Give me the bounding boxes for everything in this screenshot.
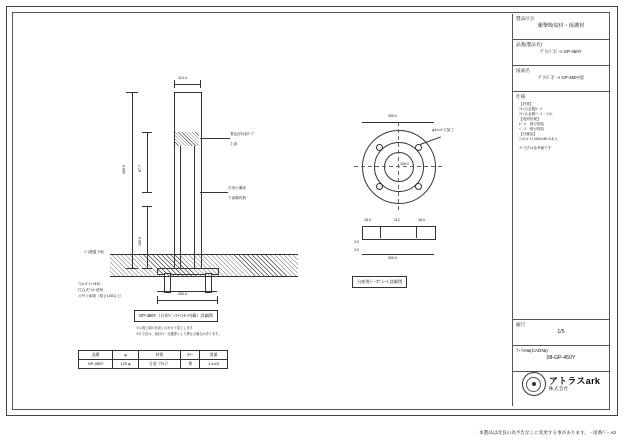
plan-outer-dimension: 300.0	[388, 114, 397, 118]
section-bottom-dim-line	[362, 254, 434, 255]
spec-line-1: ｱﾙﾐ合金製ﾎﾟｰﾙ	[519, 107, 543, 111]
tb-label-partno: 品番(製品名)	[516, 42, 543, 47]
height-dim-line-2	[147, 132, 148, 192]
section-dim-top-2: 112	[394, 218, 400, 222]
height-dimension-1: 87.7	[138, 165, 142, 172]
spec-line-5: ﾍﾞｰｽ：焼付塗装	[519, 127, 545, 131]
top-dim-tick-r	[200, 80, 201, 88]
section-dim-top-3: 18.0	[418, 218, 425, 222]
company-name: アトラスark	[548, 375, 601, 386]
section-bottom-dimension: 300.0	[388, 256, 397, 260]
tb-value-drawingname: ｸﾞﾗﾝﾄﾞﾎﾟｰﾙ GP-450Y図	[538, 75, 584, 80]
spec-header-4: 質量	[200, 351, 228, 360]
height-dim3-tick-bot	[142, 268, 152, 269]
tb-row-partno	[513, 40, 609, 66]
spec-cell-0-1: 120 φ	[113, 360, 139, 369]
section-dim-top-1: 18.0	[364, 218, 371, 222]
spec-cell-0-2: 合金（ｱﾙﾐ）	[138, 360, 180, 369]
tb-row-spec	[513, 92, 609, 320]
label-ground-base: ｺﾞﾑ製蓋下地	[84, 250, 104, 254]
title-block	[512, 14, 609, 406]
post-body	[174, 92, 202, 270]
bolt-hole-tr	[415, 144, 422, 151]
tb-value-partno: ｸﾞﾗﾝﾄﾞﾎﾟｰﾙ GP-450Y	[540, 49, 582, 54]
plan-inner-dimension: 150.0	[400, 162, 409, 166]
top-dim-tick-l	[174, 80, 175, 88]
ground-line	[110, 254, 298, 255]
company-logo-block	[513, 362, 609, 406]
elevation-note-2: ※2.寸法は、組付け・仕様等により異なる場合があります。	[136, 332, 222, 336]
elevation-note-1: ※1.施工面の状況に合わせて加工します	[136, 326, 193, 330]
tb-label-drawingname: 図面名	[516, 68, 530, 73]
section-div-2	[416, 226, 417, 238]
reflective-tape-band	[175, 132, 199, 146]
section-plate	[362, 226, 436, 240]
label-anchor-bolt: ｱﾝｶｰﾎﾞﾙﾄ M10	[78, 282, 101, 286]
spec-cell-0-0: GP-450Y	[79, 360, 113, 369]
height-dim-tick-top	[126, 92, 138, 93]
plan-caption: 台座用ﾍﾞｰｽﾌﾟﾚｰﾄ 詳細図	[352, 276, 407, 288]
spec-cell-0-3: 黄	[181, 360, 200, 369]
spec-header-1: φ	[113, 351, 139, 360]
spec-text-block	[516, 100, 606, 153]
section-dim-mid-2: 3.0	[354, 248, 359, 252]
section-dim-mid-1: 3.0	[354, 240, 359, 244]
height-dimension-2: 360.0	[122, 165, 126, 174]
post-groove-left	[180, 146, 181, 268]
bolt-hole-bl	[376, 183, 383, 190]
table-row	[79, 360, 228, 369]
label-lower-groove: 下部溝有無	[228, 196, 246, 200]
base-dim-tick-r	[217, 296, 218, 304]
spec-header-2: 材質	[138, 351, 180, 360]
height-dim-line-3	[147, 206, 148, 268]
base-dimension: 300.0	[178, 292, 187, 296]
spec-line-7: ｱﾝｶｰﾎﾞﾙﾄ M10×80 4本入	[519, 137, 558, 141]
base-dim-line	[157, 300, 217, 301]
height-dim3-tick-top	[142, 206, 152, 207]
bolt-hole-br	[415, 183, 422, 190]
tb-label-category: 製品区分	[516, 16, 535, 21]
tb-value-file: 08-GP-450Y	[546, 355, 576, 361]
drawing-area	[14, 14, 510, 406]
spec-line-2: ｱﾙﾐ合金製ﾍﾞｰｽ・ｱﾝｶｰ	[519, 112, 554, 116]
elevation-caption: GP-450Y（台形ﾍﾞｰｽ+ｱﾝｶｰ内蔵）詳細図	[134, 310, 218, 322]
ground-bottom-line	[110, 276, 298, 277]
spec-line-9: ※寸法は参考値です	[519, 146, 552, 150]
height-dim-tick-bot	[126, 268, 138, 269]
label-anchor-type: 打込式ｱﾝｶｰ使用	[78, 288, 104, 292]
ground-hatch	[110, 254, 298, 276]
bolt-hole-tl	[376, 144, 383, 151]
height-dimension-3: 150.0	[138, 237, 142, 246]
height-dim2-tick-bot	[142, 192, 152, 193]
leader-groove	[200, 192, 228, 193]
base-dim-tick-l	[157, 296, 158, 304]
spec-header-3: ｶﾗｰ	[181, 351, 200, 360]
plan-outer-dim-line	[362, 122, 434, 123]
spec-table-header-row	[79, 351, 228, 360]
tb-row-drawingname	[513, 66, 609, 92]
plan-centerline-v	[398, 122, 399, 210]
spec-line-3: 【表面処理】	[519, 117, 541, 121]
height-dim-line-1	[132, 92, 133, 268]
tb-label-scale: 縮尺	[516, 322, 526, 327]
top-dim-line	[174, 84, 200, 85]
label-reflective-tape: 着色部反射ﾃｰﾌﾟ	[230, 132, 256, 136]
base-plate-bore-circle	[384, 152, 414, 182]
tb-value-category: 衝撃吸収材・保護材	[537, 23, 585, 29]
company-subtitle: 株式会社	[548, 386, 569, 392]
tb-label-spec: 仕様	[516, 94, 526, 99]
tb-row-category	[513, 14, 609, 40]
label-upper: 上部	[230, 142, 238, 146]
height-dim2-tick-top	[142, 132, 152, 133]
post-top-edge	[174, 92, 200, 93]
company-name-block	[549, 377, 600, 392]
top-dimension: 114.4	[178, 76, 187, 80]
label-concrete-slab: ｺﾝｸﾘｰﾄ床版（厚さ100以上）	[78, 294, 124, 298]
label-hole-note: φ11×4 穴加工	[432, 128, 454, 132]
tb-row-scale	[513, 320, 609, 346]
footer-note: 本製品は改良の為予告なしに変更する事があります。 - 図番ﾊﾞｰ A3	[479, 430, 616, 435]
leader-tape	[200, 138, 230, 139]
company-logo-icon	[522, 372, 546, 396]
spec-line-0: 【材質】	[519, 102, 534, 106]
label-trapezoid-groove: 台形小溝部	[228, 186, 246, 190]
spec-line-4: ﾎﾟｰﾙ：焼付塗装	[519, 122, 545, 126]
spec-line-6: 【付属品】	[519, 132, 537, 136]
tb-value-scale: 1/5	[557, 329, 565, 335]
spec-header-0: 品番	[79, 351, 113, 360]
anchor-base-line	[157, 291, 217, 292]
spec-cell-0-4: 1.4 kG	[200, 360, 228, 369]
spec-table	[78, 350, 228, 369]
post-groove-right	[194, 146, 195, 268]
section-div-1	[380, 226, 381, 238]
tb-label-file: ﾌｧｲﾙ№(CAD№)	[516, 348, 548, 353]
